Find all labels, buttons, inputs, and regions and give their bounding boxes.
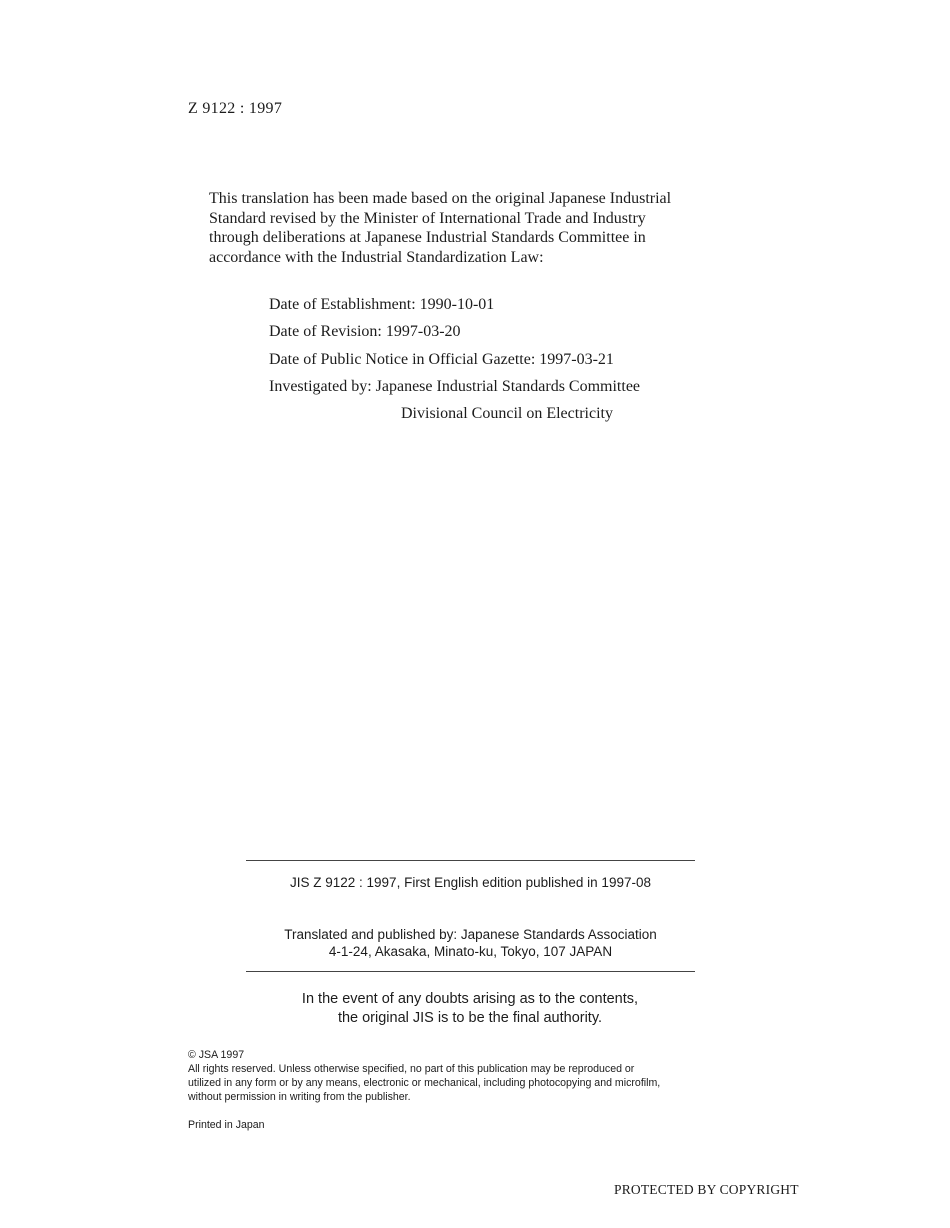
publisher-address: 4-1-24, Akasaka, Minato-ku, Tokyo, 107 JAPAN	[328, 944, 613, 959]
divider-top	[246, 860, 695, 861]
intro-line: through deliberations at Japanese Industrial Standards Committee in	[209, 229, 646, 246]
publisher-block	[246, 926, 695, 960]
copyright-owner: © JSA 1997	[188, 1049, 245, 1061]
investigated-by: Investigated by: Japanese Industrial Standards Committee	[269, 377, 641, 395]
edition-statement: JIS Z 9122 : 1997, First English edition published in 1997-08	[290, 875, 651, 890]
copyright-text: utilized in any form or by any means, electronic or mechanical, including photocopying and microfilm,	[188, 1077, 661, 1089]
date-of-public-notice: Date of Public Notice in Official Gazette: 1997-03-21	[269, 350, 614, 368]
authority-notice	[240, 990, 700, 1028]
divider-bottom	[246, 971, 695, 972]
copyright-block	[188, 1048, 660, 1104]
intro-line: Standard revised by the Minister of International Trade and Industry	[209, 209, 646, 227]
intro-paragraph	[209, 189, 764, 267]
copyright-text: without permission in writing from the publisher.	[188, 1091, 411, 1103]
investigated-by-council: Divisional Council on Electricity	[401, 405, 613, 423]
intro-line: This translation has been made based on the original Japanese Industrial	[209, 190, 672, 207]
publisher-line: Translated and published by: Japanese Standards Association	[284, 927, 657, 942]
document-code: Z 9122 : 1997	[188, 100, 283, 117]
protected-notice: PROTECTED BY COPYRIGHT	[614, 1182, 799, 1197]
dates-block	[269, 291, 640, 427]
copyright-text: All rights reserved. Unless otherwise specified, no part of this publication may be reproduced or	[188, 1063, 635, 1075]
authority-line: the original JIS is to be the final authority.	[337, 1010, 603, 1026]
intro-line: accordance with the Industrial Standardization Law:	[209, 248, 544, 266]
date-of-revision: Date of Revision: 1997-03-20	[269, 323, 461, 341]
date-of-establishment: Date of Establishment: 1990-10-01	[269, 296, 495, 313]
authority-line: In the event of any doubts arising as to the contents,	[301, 991, 639, 1007]
printed-in: Printed in Japan	[188, 1119, 265, 1131]
